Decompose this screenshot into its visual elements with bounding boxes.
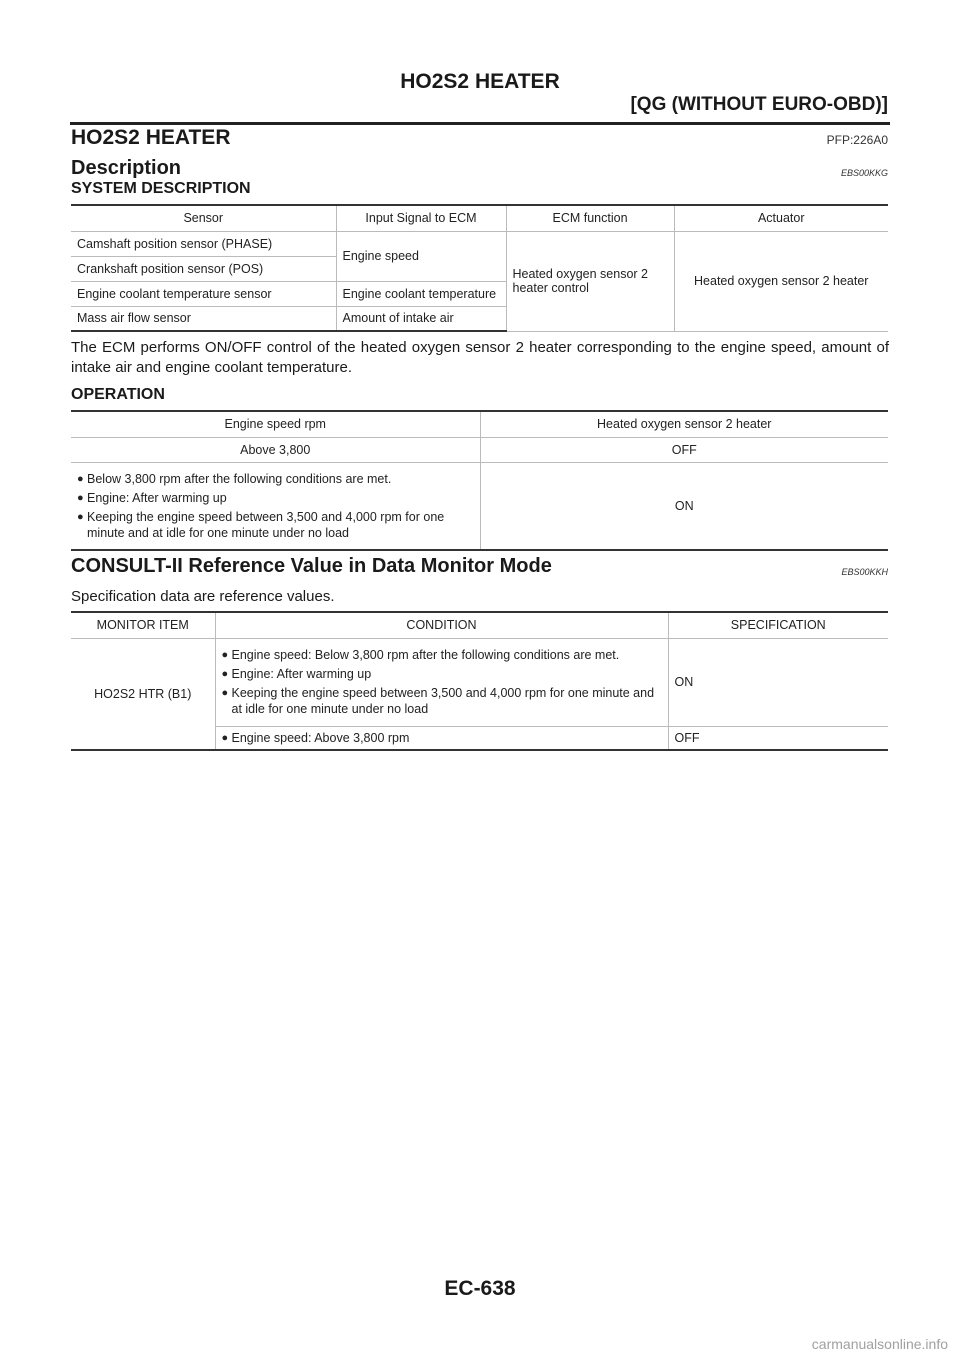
conditions-cell	[71, 462, 480, 550]
condition-cell	[215, 726, 668, 750]
col-header-input-signal: Input Signal to ECM	[336, 205, 506, 231]
operation-title: OPERATION	[71, 386, 165, 403]
bullet-icon: ●	[221, 668, 229, 680]
table-header-row	[71, 411, 888, 437]
bullet-icon: ●	[77, 510, 84, 523]
list-item: ● Below 3,800 rpm after the following conditions are met.	[77, 471, 392, 486]
input-cell: Amount of intake air	[336, 306, 506, 331]
bullet-icon: ●	[77, 491, 84, 504]
ecm-function-cell: Heated oxygen sensor 2 heater control	[506, 231, 674, 331]
pfp-code: PFP:226A0	[826, 133, 888, 147]
table-row	[71, 638, 888, 726]
description-code: EBS00KKG	[840, 168, 888, 178]
watermark: carmanualsonline.info	[811, 1336, 948, 1352]
sensor-cell: Camshaft position sensor (PHASE)	[71, 231, 336, 256]
list-item: ● Keeping the engine speed between 3,500 and 4,000 rpm for one minute and at idle for one minute under no load	[77, 509, 445, 540]
list-item: ● Keeping the engine speed between 3,500 and 4,000 rpm for one minute and at idle for one minute under no load	[221, 686, 655, 716]
header-rule	[70, 122, 890, 125]
page-header-title: HO2S2 HEATER	[400, 70, 560, 93]
specification-cell: OFF	[668, 726, 888, 750]
monitor-table	[71, 611, 888, 751]
col-header-sensor: Sensor	[71, 205, 336, 231]
description-paragraph: The ECM performs ON/OFF control of the heated oxygen sensor 2 heater corresponding to the engine speed, amount of intake air and engine coolant temperature.	[71, 339, 889, 376]
page-number: EC-638	[444, 1277, 516, 1300]
monitor-item-cell: HO2S2 HTR (B1)	[71, 638, 215, 750]
col-header-monitor-item: MONITOR ITEM	[71, 612, 215, 638]
input-cell: Engine coolant temperature	[336, 281, 506, 306]
list-item: ● Engine speed: Below 3,800 rpm after the following conditions are met.	[221, 648, 620, 662]
list-item: ● Engine: After warming up	[221, 667, 372, 681]
bullet-icon: ●	[221, 731, 229, 744]
operation-table	[71, 410, 888, 551]
system-description-title: SYSTEM DESCRIPTION	[71, 180, 251, 197]
col-header-condition: CONDITION	[215, 612, 668, 638]
table-row	[71, 462, 888, 550]
specification-cell: ON	[668, 638, 888, 726]
table-row	[71, 437, 888, 462]
sensor-cell: Crankshaft position sensor (POS)	[71, 256, 336, 281]
consult-title: CONSULT-II Reference Value in Data Monitor Mode	[71, 555, 552, 577]
consult-note: Specification data are reference values.	[71, 588, 335, 605]
bullet-icon: ●	[221, 687, 229, 699]
input-cell: Engine speed	[336, 231, 506, 281]
col-header-actuator: Actuator	[674, 205, 888, 231]
consult-code: EBS00KKH	[841, 567, 888, 577]
col-header-ecm-function: ECM function	[506, 205, 674, 231]
list-item: ● Engine: After warming up	[77, 490, 227, 505]
condition-cell	[215, 638, 668, 726]
section-title: HO2S2 HEATER	[71, 126, 231, 149]
heater-state-cell: ON	[480, 462, 888, 550]
heater-state-cell: OFF	[480, 437, 888, 462]
col-header-heater: Heated oxygen sensor 2 heater	[480, 411, 888, 437]
engine-speed-cell: Above 3,800	[71, 437, 480, 462]
bullet-icon: ●	[77, 472, 84, 485]
list-item: ● Engine speed: Above 3,800 rpm	[221, 730, 410, 745]
actuator-cell: Heated oxygen sensor 2 heater	[674, 231, 888, 331]
sensor-cell: Engine coolant temperature sensor	[71, 281, 336, 306]
table-row	[71, 231, 888, 256]
page-header-subtitle: [QG (WITHOUT EURO-OBD)]	[630, 94, 888, 115]
bullet-icon: ●	[221, 649, 229, 661]
col-header-specification: SPECIFICATION	[668, 612, 888, 638]
sensor-cell: Mass air flow sensor	[71, 306, 336, 331]
col-header-engine-speed: Engine speed rpm	[71, 411, 480, 437]
description-title: Description	[71, 157, 182, 179]
table-header-row	[71, 612, 888, 638]
table-header-row	[71, 205, 888, 231]
system-description-table	[71, 204, 888, 332]
